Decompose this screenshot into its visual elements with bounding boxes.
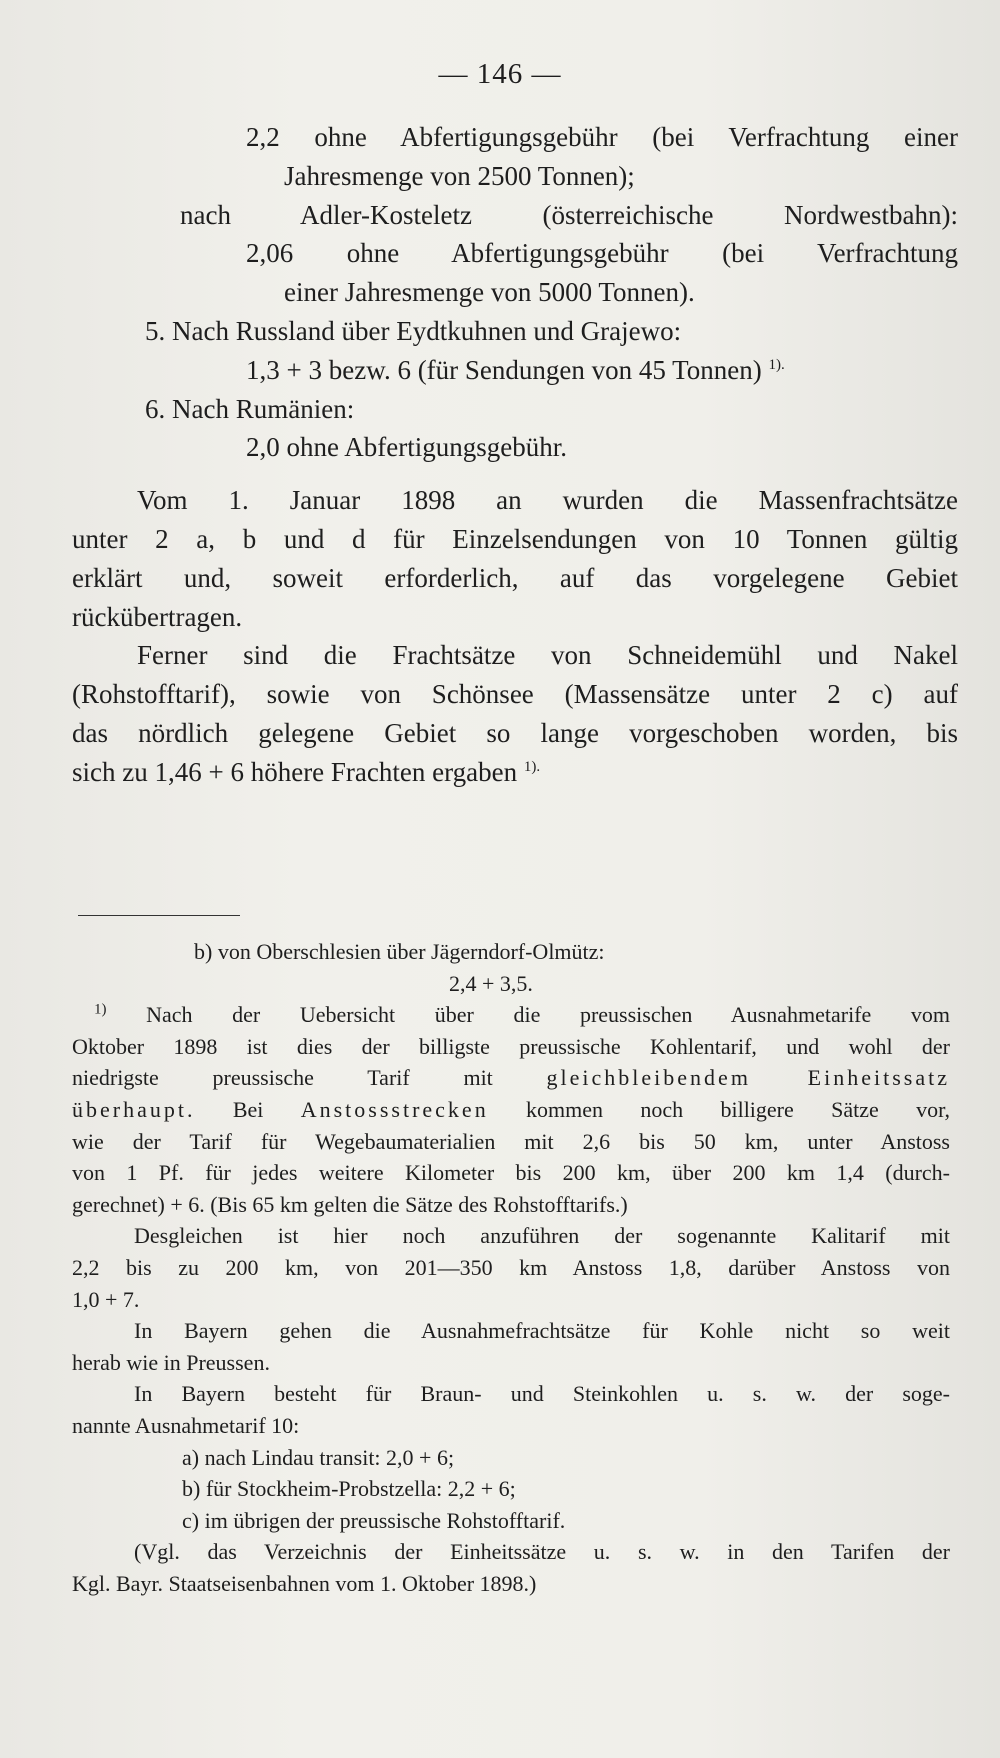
text-span: 1,3 + 3 bezw. 6 (für Sendungen von 45 Tonnen) — [246, 354, 762, 385]
paragraph-gap — [72, 467, 958, 481]
text-span: niedrigste preussische Tarif mit — [72, 1065, 493, 1091]
spaced-text: Anstossstrecken — [300, 1096, 489, 1122]
footnote-line: wie der Tarif für Wegebaumaterialien mit 2,6 bis 50 km, unter Anstoss — [72, 1128, 950, 1154]
footnote-line — [72, 1062, 950, 1094]
footnote-line — [72, 1094, 950, 1126]
footnotes — [72, 936, 950, 1599]
text-span: kommen noch billigere Sätze vor, — [526, 1096, 951, 1122]
note-line: nannte Ausnahmetarif 10: — [72, 1412, 300, 1438]
main-text — [72, 118, 958, 792]
footnote-line: von 1 Pf. für jedes weitere Kilometer bis 200 km, über 200 km 1,4 (durch- — [72, 1160, 950, 1186]
text-line: 2,06 ohne Abfertigungsgebühr (bei Verfrachtung — [246, 238, 958, 269]
text-line — [72, 753, 958, 792]
text-line — [72, 351, 958, 390]
text-line: 2,2 ohne Abfertigungsgebühr (bei Verfrachtung einer — [246, 122, 958, 152]
note-line: b) von Oberschlesien über Jägerndorf-Olmütz: — [194, 939, 605, 964]
note-line: (Vgl. das Verzeichnis der Einheitssätze u. s. w. in den Tarifen der — [134, 1539, 950, 1565]
footnote-marker: 1) — [94, 1001, 107, 1018]
footnote-line — [72, 999, 950, 1031]
footnote-mark: 1). — [523, 758, 541, 775]
text-span: Bei — [232, 1096, 264, 1122]
note-line: c) im übrigen der preussische Rohstofftarif. — [182, 1507, 566, 1533]
text-line: das nördlich gelegene Gebiet so lange vorgeschoben worden, bis — [72, 717, 958, 748]
text-line: unter 2 a, b und d für Einzelsendungen von 10 Tonnen gültig — [72, 523, 958, 554]
note-line: Desgleichen ist hier noch anzuführen der sogenannte Kalitarif mit — [134, 1223, 950, 1249]
footnote-line: Oktober 1898 ist dies der billigste preussische Kohlentarif, und wohl der — [72, 1033, 950, 1059]
note-line: 1,0 + 7. — [72, 1286, 140, 1312]
text-line: nach Adler-Kosteletz (österreichische Nordwestbahn): — [180, 199, 958, 230]
footnote-line: gerechnet) + 6. (Bis 65 km gelten die Sätze des Rohstofftarifs.) — [72, 1191, 628, 1217]
spaced-text: gleichbleibendem Einheitssatz — [546, 1065, 950, 1091]
text-line: Jahresmenge von 2500 Tonnen); — [284, 160, 635, 191]
note-line: a) nach Lindau transit: 2,0 + 6; — [182, 1444, 455, 1470]
footnote-mark: 1). — [768, 356, 785, 373]
note-line: In Bayern besteht für Braun- und Steinkohlen u. s. w. der soge- — [134, 1381, 950, 1407]
text-line: Ferner sind die Frachtsätze von Schneidemühl und Nakel — [137, 640, 958, 671]
text-line: (Rohstofftarif), sowie von Schönsee (Massensätze unter 2 c) auf — [72, 679, 958, 710]
text-line: rückübertragen. — [72, 601, 243, 632]
note-line: b) für Stockheim-Probstzella: 2,2 + 6; — [182, 1476, 516, 1502]
note-line: In Bayern gehen die Ausnahmefrachtsätze für Kohle nicht so weit — [134, 1318, 950, 1344]
text-line: 2,0 ohne Abfertigungsgebühr. — [246, 432, 567, 463]
text-span: Nach der Uebersicht über die preussischen Ausnahmetarife vom — [146, 1002, 950, 1028]
text-line: 5. Nach Russland über Eydtkuhnen und Grajewo: — [145, 315, 682, 346]
page-number: — 146 — — [438, 58, 562, 90]
footnote-divider — [78, 915, 240, 916]
text-line: erklärt und, soweit erforderlich, auf das vorgelegene Gebiet — [72, 562, 958, 593]
note-line: 2,2 bis zu 200 km, von 201—350 km Anstoss 1,8, darüber Anstoss von — [72, 1254, 950, 1280]
text-line: einer Jahresmenge von 5000 Tonnen). — [284, 277, 695, 308]
note-line: herab wie in Preussen. — [72, 1349, 270, 1375]
note-line: 2,4 + 3,5. — [449, 970, 533, 996]
spaced-text: überhaupt. — [72, 1096, 196, 1122]
text-line: 6. Nach Rumänien: — [145, 393, 355, 424]
text-line: Vom 1. Januar 1898 an wurden die Massenfrachtsätze — [137, 485, 958, 516]
note-line: Kgl. Bayr. Staatseisenbahnen vom 1. Oktober 1898.) — [72, 1570, 537, 1596]
text-span: sich zu 1,46 + 6 höhere Frachten ergaben — [72, 756, 518, 787]
